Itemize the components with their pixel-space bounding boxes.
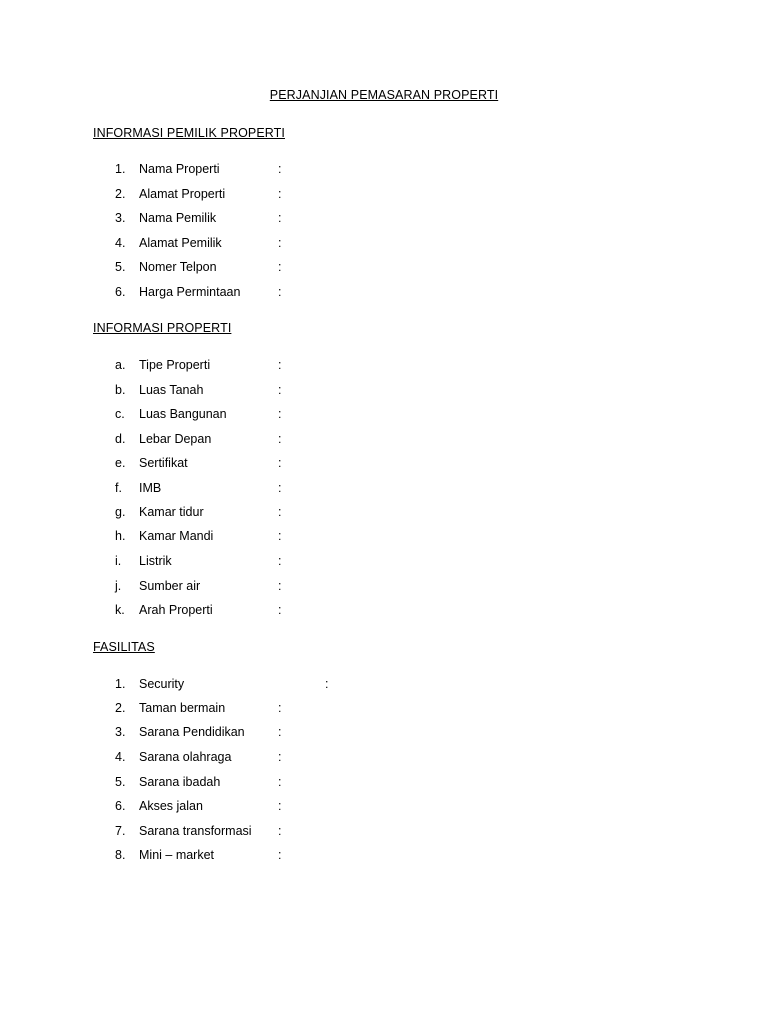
field-separator: : [278,236,282,250]
list-item-nama-properti [0,160,768,178]
list-marker: 1. [115,677,126,691]
list-marker: j. [115,579,122,593]
list-item-arah-properti [0,601,768,619]
list-item-alamat-properti [0,185,768,203]
field-label: Lebar Depan [139,432,212,446]
list-marker: 3. [115,725,126,739]
field-separator: : [278,211,282,225]
field-label: Sarana transformasi [139,824,252,838]
field-label: Sarana ibadah [139,775,221,789]
list-marker: h. [115,529,126,543]
field-separator: : [278,579,282,593]
list-marker: f. [115,481,122,495]
list-marker: 7. [115,824,126,838]
field-label: Harga Permintaan [139,285,241,299]
field-label: Arah Properti [139,603,213,617]
field-separator: : [278,432,282,446]
list-marker: 1. [115,162,126,176]
section-heading-owner: INFORMASI PEMILIK PROPERTI [93,126,285,140]
list-item-kamar-tidur [0,503,768,521]
field-label: Sertifikat [139,456,188,470]
list-item-nama-pemilik [0,209,768,227]
field-separator: : [278,725,282,739]
field-separator: : [278,554,282,568]
list-marker: 3. [115,211,126,225]
list-item-sarana-ibadah [0,773,768,791]
list-item-mini-market [0,846,768,864]
list-item-kamar-mandi [0,527,768,545]
list-marker: i. [115,554,122,568]
list-item-sertifikat [0,454,768,472]
field-separator: : [278,456,282,470]
list-item-tipe-properti [0,356,768,374]
field-label: IMB [139,481,162,495]
field-separator: : [278,701,282,715]
list-marker: b. [115,383,126,397]
field-separator: : [278,260,282,274]
field-label: Luas Bangunan [139,407,227,421]
field-separator: : [278,824,282,838]
field-label: Kamar tidur [139,505,204,519]
field-separator: : [278,383,282,397]
list-item-luas-tanah [0,381,768,399]
list-marker: 2. [115,187,126,201]
list-item-lebar-depan [0,430,768,448]
field-separator: : [278,603,282,617]
field-label: Nama Properti [139,162,220,176]
list-item-sumber-air [0,577,768,595]
section-heading-facilities: FASILITAS [93,640,155,654]
list-item-sarana-olahraga [0,748,768,766]
field-label: Taman bermain [139,701,226,715]
field-label: Security [139,677,185,691]
list-marker: e. [115,456,126,470]
list-item-nomer-telpon [0,258,768,276]
list-item-imb [0,479,768,497]
list-marker: k. [115,603,125,617]
field-separator: : [278,799,282,813]
field-label: Alamat Properti [139,187,226,201]
field-label: Sarana olahraga [139,750,232,764]
list-marker: 6. [115,285,126,299]
list-marker: 8. [115,848,126,862]
list-item-sarana-pendidikan [0,723,768,741]
list-item-listrik [0,552,768,570]
field-label: Mini – market [139,848,215,862]
list-marker: g. [115,505,126,519]
field-label: Sumber air [139,579,201,593]
field-label: Listrik [139,554,172,568]
list-marker: d. [115,432,126,446]
list-marker: 4. [115,236,126,250]
field-label: Nama Pemilik [139,211,217,225]
field-separator: : [278,505,282,519]
list-item-luas-bangunan [0,405,768,423]
list-item-harga-permintaan [0,283,768,301]
field-separator: : [278,162,282,176]
field-separator: : [278,358,282,372]
list-item-akses-jalan [0,797,768,815]
document-title: PERJANJIAN PEMASARAN PROPERTI [269,88,499,102]
field-separator: : [278,407,282,421]
list-marker: 4. [115,750,126,764]
list-marker: 6. [115,799,126,813]
field-label: Luas Tanah [139,383,204,397]
field-label: Nomer Telpon [139,260,217,274]
field-separator: : [278,187,282,201]
list-item-alamat-pemilik [0,234,768,252]
field-separator: : [278,285,282,299]
field-label: Alamat Pemilik [139,236,222,250]
list-marker: 2. [115,701,126,715]
field-separator: : [278,529,282,543]
list-marker: c. [115,407,125,421]
list-item-taman-bermain [0,699,768,717]
field-separator: : [278,775,282,789]
field-separator: : [278,750,282,764]
field-separator: : [325,677,329,691]
list-item-sarana-transformasi [0,822,768,840]
field-label: Kamar Mandi [139,529,214,543]
field-separator: : [278,848,282,862]
section-heading-property: INFORMASI PROPERTI [93,321,232,335]
field-label: Akses jalan [139,799,203,813]
field-separator: : [278,481,282,495]
field-label: Tipe Properti [139,358,211,372]
list-marker: 5. [115,775,126,789]
list-item-security [0,675,768,693]
field-label: Sarana Pendidikan [139,725,245,739]
list-marker: a. [115,358,126,372]
list-marker: 5. [115,260,126,274]
